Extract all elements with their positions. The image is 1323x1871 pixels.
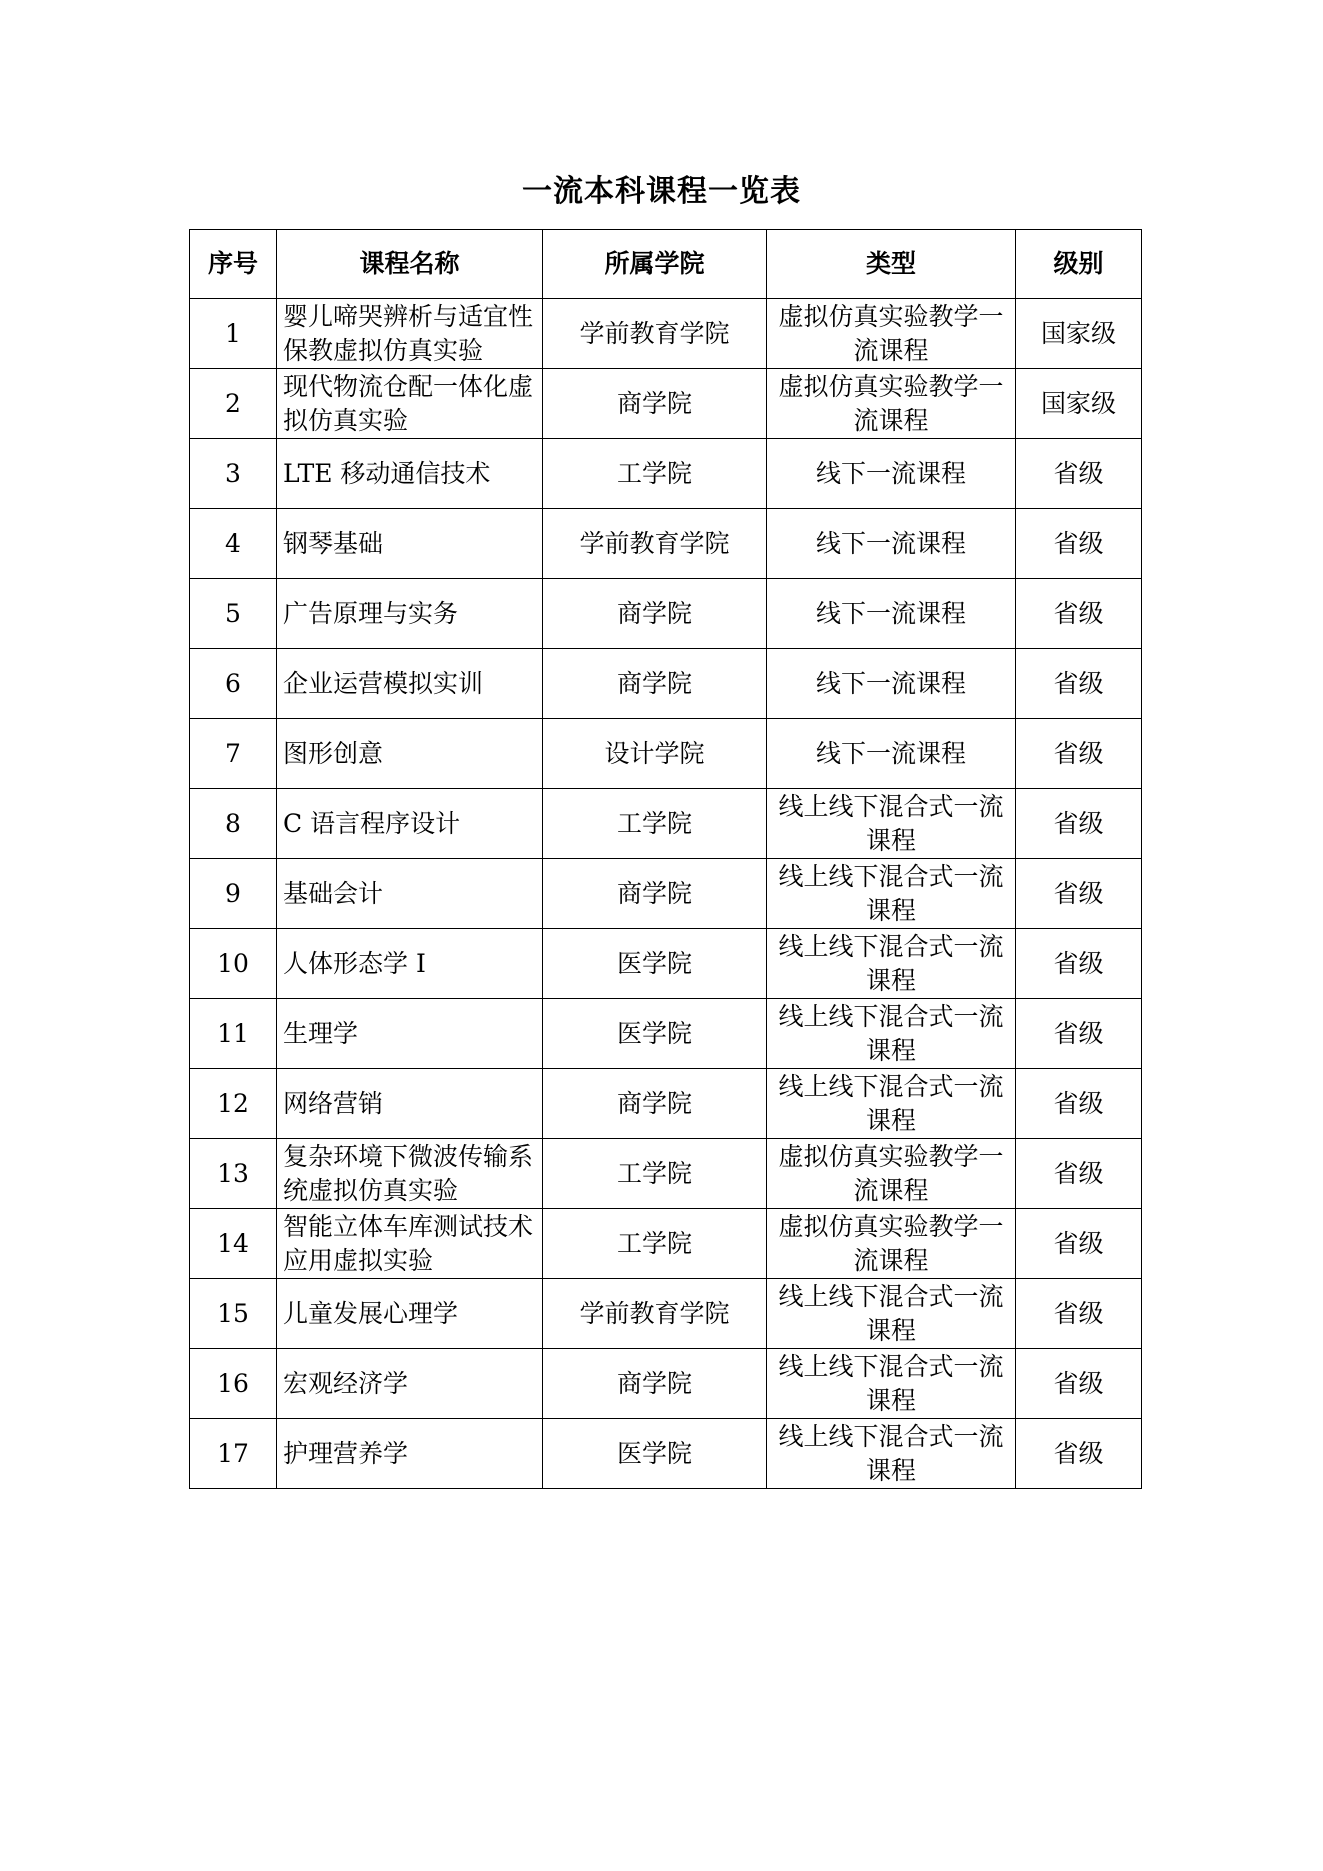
cell-college: 商学院	[543, 1069, 767, 1139]
cell-name: 广告原理与实务	[277, 579, 543, 649]
cell-type: 虚拟仿真实验教学一流课程	[767, 369, 1016, 439]
cell-type: 虚拟仿真实验教学一流课程	[767, 1209, 1016, 1279]
cell-name: 宏观经济学	[277, 1349, 543, 1419]
cell-level: 省级	[1016, 1139, 1142, 1209]
cell-college: 医学院	[543, 1419, 767, 1489]
cell-level: 省级	[1016, 999, 1142, 1069]
table-body	[190, 299, 1142, 1489]
cell-no: 5	[190, 579, 277, 649]
cell-no: 11	[190, 999, 277, 1069]
cell-level: 省级	[1016, 439, 1142, 509]
cell-type: 虚拟仿真实验教学一流课程	[767, 299, 1016, 369]
cell-college: 工学院	[543, 789, 767, 859]
cell-level: 省级	[1016, 929, 1142, 999]
header-name: 课程名称	[277, 230, 543, 299]
header-no: 序号	[190, 230, 277, 299]
table-row	[190, 439, 1142, 509]
cell-college: 商学院	[543, 1349, 767, 1419]
table-row	[190, 579, 1142, 649]
cell-no: 7	[190, 719, 277, 789]
cell-college: 工学院	[543, 439, 767, 509]
cell-level: 省级	[1016, 509, 1142, 579]
cell-name: 智能立体车库测试技术应用虚拟实验	[277, 1209, 543, 1279]
cell-level: 省级	[1016, 1209, 1142, 1279]
cell-college: 医学院	[543, 999, 767, 1069]
table-row	[190, 929, 1142, 999]
cell-no: 10	[190, 929, 277, 999]
table-row	[190, 509, 1142, 579]
cell-type: 线下一流课程	[767, 509, 1016, 579]
cell-type: 线上线下混合式一流课程	[767, 789, 1016, 859]
cell-type: 线上线下混合式一流课程	[767, 929, 1016, 999]
table-row	[190, 299, 1142, 369]
cell-level: 省级	[1016, 1069, 1142, 1139]
cell-college: 工学院	[543, 1209, 767, 1279]
table-row	[190, 999, 1142, 1069]
table-row	[190, 789, 1142, 859]
cell-college: 商学院	[543, 369, 767, 439]
cell-name: 基础会计	[277, 859, 543, 929]
cell-level: 省级	[1016, 719, 1142, 789]
header-level: 级别	[1016, 230, 1142, 299]
cell-name: 网络营销	[277, 1069, 543, 1139]
cell-name: 护理营养学	[277, 1419, 543, 1489]
cell-type: 线上线下混合式一流课程	[767, 999, 1016, 1069]
cell-name: C 语言程序设计	[277, 789, 543, 859]
cell-type: 线下一流课程	[767, 439, 1016, 509]
cell-college: 商学院	[543, 859, 767, 929]
course-table	[189, 229, 1142, 1489]
cell-type: 线下一流课程	[767, 579, 1016, 649]
cell-name: 现代物流仓配一体化虚拟仿真实验	[277, 369, 543, 439]
cell-name: 图形创意	[277, 719, 543, 789]
table-row	[190, 649, 1142, 719]
cell-type: 线上线下混合式一流课程	[767, 1279, 1016, 1349]
cell-no: 8	[190, 789, 277, 859]
cell-type: 线上线下混合式一流课程	[767, 1349, 1016, 1419]
cell-level: 省级	[1016, 859, 1142, 929]
cell-college: 商学院	[543, 579, 767, 649]
cell-no: 9	[190, 859, 277, 929]
header-type: 类型	[767, 230, 1016, 299]
cell-level: 省级	[1016, 789, 1142, 859]
table-row	[190, 859, 1142, 929]
cell-name: 儿童发展心理学	[277, 1279, 543, 1349]
cell-no: 13	[190, 1139, 277, 1209]
cell-no: 6	[190, 649, 277, 719]
cell-name: LTE 移动通信技术	[277, 439, 543, 509]
cell-name: 生理学	[277, 999, 543, 1069]
cell-college: 学前教育学院	[543, 509, 767, 579]
table-row	[190, 369, 1142, 439]
cell-no: 1	[190, 299, 277, 369]
cell-type: 线上线下混合式一流课程	[767, 1419, 1016, 1489]
cell-level: 省级	[1016, 649, 1142, 719]
cell-college: 医学院	[543, 929, 767, 999]
cell-level: 省级	[1016, 1349, 1142, 1419]
cell-level: 国家级	[1016, 369, 1142, 439]
cell-name: 复杂环境下微波传输系统虚拟仿真实验	[277, 1139, 543, 1209]
cell-no: 2	[190, 369, 277, 439]
cell-type: 虚拟仿真实验教学一流课程	[767, 1139, 1016, 1209]
cell-college: 设计学院	[543, 719, 767, 789]
header-college: 所属学院	[543, 230, 767, 299]
cell-type: 线下一流课程	[767, 649, 1016, 719]
table-row	[190, 1419, 1142, 1489]
cell-name: 人体形态学 I	[277, 929, 543, 999]
cell-name: 企业运营模拟实训	[277, 649, 543, 719]
table-header-row	[190, 230, 1142, 299]
cell-no: 15	[190, 1279, 277, 1349]
cell-college: 商学院	[543, 649, 767, 719]
table-row	[190, 1349, 1142, 1419]
cell-level: 省级	[1016, 1279, 1142, 1349]
cell-college: 工学院	[543, 1139, 767, 1209]
cell-no: 3	[190, 439, 277, 509]
cell-college: 学前教育学院	[543, 299, 767, 369]
cell-no: 14	[190, 1209, 277, 1279]
table-row	[190, 1069, 1142, 1139]
cell-college: 学前教育学院	[543, 1279, 767, 1349]
cell-no: 12	[190, 1069, 277, 1139]
table-row	[190, 719, 1142, 789]
cell-name: 婴儿啼哭辨析与适宜性保教虚拟仿真实验	[277, 299, 543, 369]
cell-no: 4	[190, 509, 277, 579]
cell-name: 钢琴基础	[277, 509, 543, 579]
table-row	[190, 1279, 1142, 1349]
cell-type: 线下一流课程	[767, 719, 1016, 789]
cell-level: 国家级	[1016, 299, 1142, 369]
cell-level: 省级	[1016, 579, 1142, 649]
table-row	[190, 1139, 1142, 1209]
cell-no: 16	[190, 1349, 277, 1419]
cell-level: 省级	[1016, 1419, 1142, 1489]
cell-type: 线上线下混合式一流课程	[767, 1069, 1016, 1139]
table-row	[190, 1209, 1142, 1279]
cell-type: 线上线下混合式一流课程	[767, 859, 1016, 929]
cell-no: 17	[190, 1419, 277, 1489]
page-title: 一流本科课程一览表	[522, 174, 801, 209]
